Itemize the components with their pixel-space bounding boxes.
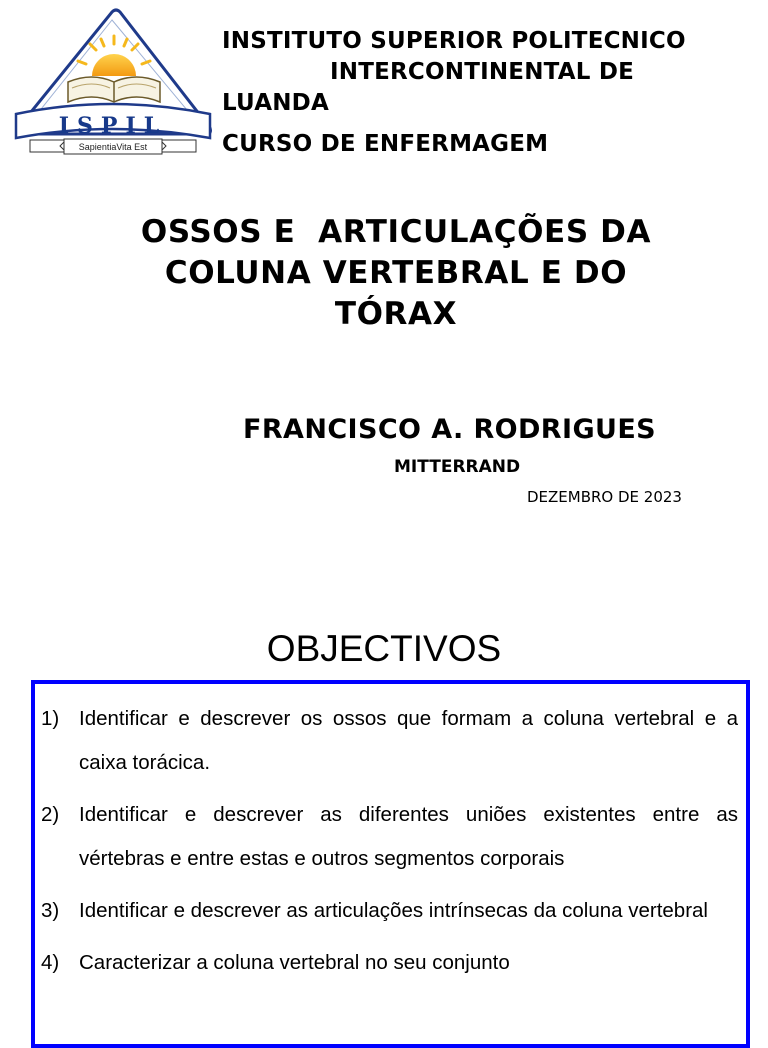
author-second-name: MITTERRAND [394, 457, 521, 477]
title-line-1: OSSOS E ARTICULAÇÕES DA [140, 214, 652, 250]
institution-line-1: INSTITUTO SUPERIOR POLITECNICO [222, 28, 686, 54]
presentation-date: DEZEMBRO DE 2023 [527, 488, 682, 506]
list-item-number: 4) [41, 951, 60, 974]
title-line-3: TÓRAX [334, 296, 458, 332]
list-item-number: 2) [41, 803, 60, 826]
list-item-text: Caracterizar a coluna vertebral no seu conjunto [79, 951, 510, 974]
logo-name: ISPIL [58, 113, 168, 139]
logo-motto: SapientiaVita Est [78, 142, 148, 152]
institution-name [222, 26, 762, 119]
institution-line-2: INTERCONTINENTAL DE [330, 59, 635, 85]
list-item-text: Identificar e descrever os ossos que formam a coluna vertebral e a caixa torácica. [79, 707, 738, 774]
list-item [41, 793, 738, 881]
list-item-number: 1) [41, 707, 60, 730]
course-name: CURSO DE ENFERMAGEM [222, 131, 549, 157]
list-item [41, 941, 738, 985]
list-item [41, 889, 738, 933]
list-item [41, 697, 738, 785]
ispil-logo [8, 6, 218, 166]
objectives-list [41, 697, 738, 993]
list-item-text: Identificar e descrever as articulações intrínsecas da coluna vertebral [79, 899, 708, 922]
presentation-title [76, 212, 716, 335]
list-item-number: 3) [41, 899, 60, 922]
title-line-2: COLUNA VERTEBRAL E DO [164, 255, 628, 291]
list-item-text: Identificar e descrever as diferentes uniões existentes entre as vértebras e entre estas e outros segmentos corporais [79, 803, 738, 870]
objectives-heading: OBJECTIVOS [266, 628, 502, 669]
author-name: FRANCISCO A. RODRIGUES [243, 414, 657, 445]
institution-line-3: LUANDA [222, 90, 329, 116]
